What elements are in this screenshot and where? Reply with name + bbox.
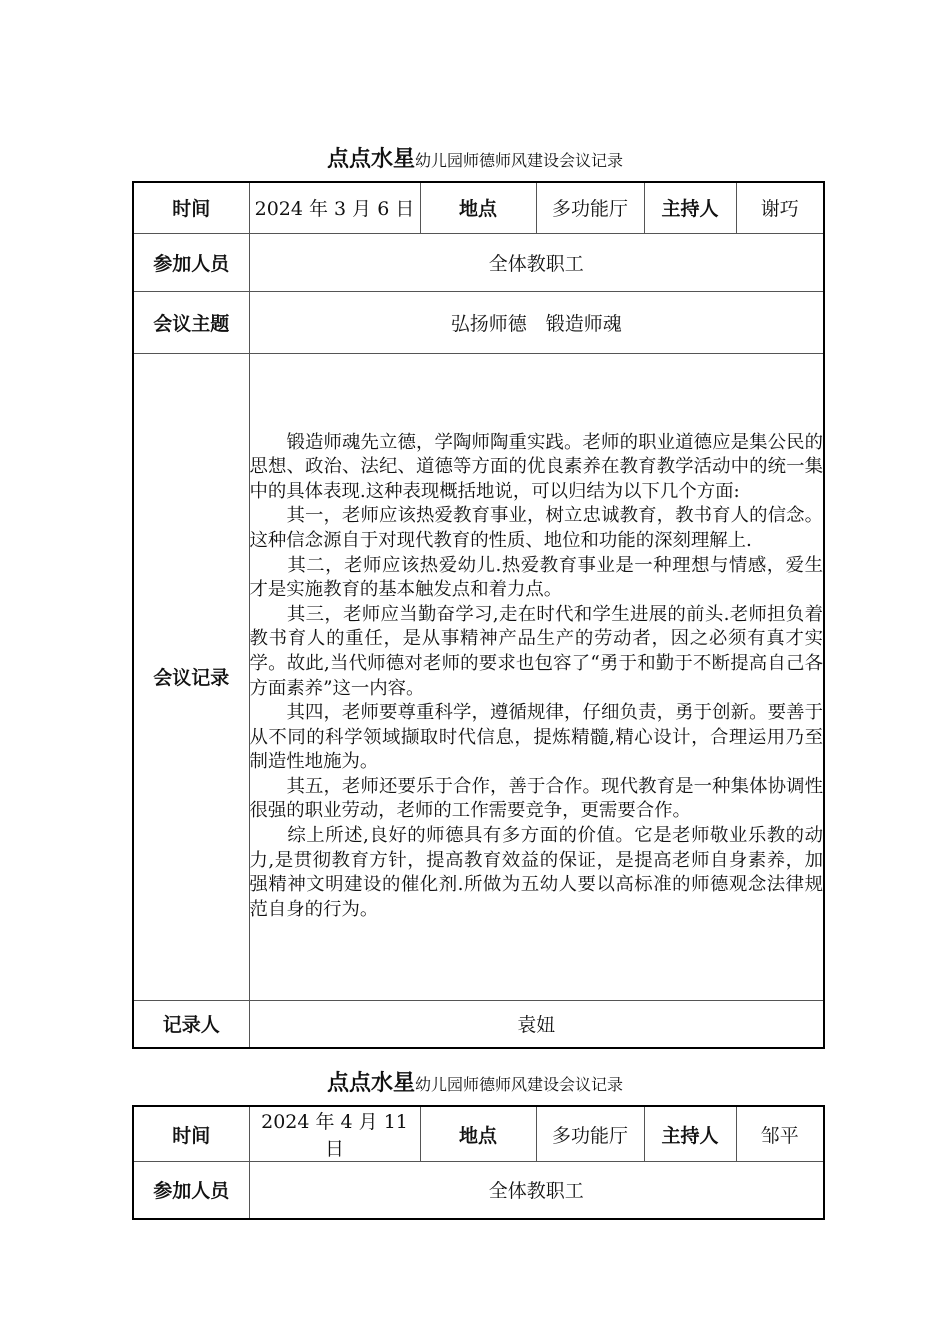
brand-name: 点点水星 [326, 1071, 415, 1096]
place-label: 地点 [420, 182, 536, 233]
minutes-content [249, 353, 824, 1000]
minutes-paragraph: 其一，老师应该热爱教育事业，树立忠诚教育，教书育人的信念。这种信念源自于对现代教育的性质、地位和功能的深刻理解上. [249, 505, 823, 551]
host-label: 主持人 [644, 1106, 736, 1162]
host-label: 主持人 [644, 182, 736, 233]
topic-value: 弘扬师德 锻造师魂 [249, 291, 824, 353]
recorder-value: 袁妞 [249, 1000, 824, 1048]
attendees-label: 参加人员 [133, 1162, 249, 1219]
recorder-label: 记录人 [133, 1000, 249, 1048]
place-value: 多功能厅 [536, 182, 644, 233]
attendees-value: 全体教职工 [249, 233, 824, 291]
topic-label: 会议主题 [133, 291, 249, 353]
minutes-label: 会议记录 [133, 353, 249, 1000]
time-value: 2024 年 3 月 6 日 [249, 182, 420, 233]
minutes-paragraph: 其三，老师应当勤奋学习,走在时代和学生进展的前头.老师担负着教书育人的重任，是从事精神产品生产的劳动者，因之必须有真才实学。故此,当代师德对老师的要求也包容了“勇于和勤于不断提高自己各方面素养”这一内容。 [249, 603, 823, 699]
host-value: 邹平 [736, 1106, 824, 1162]
time-label: 时间 [133, 1106, 249, 1162]
meeting-record-table [132, 1105, 825, 1220]
time-label: 时间 [133, 182, 249, 233]
minutes-paragraph: 其五，老师还要乐于合作，善于合作。现代教育是一种集体协调性很强的职业劳动，老师的工作需要竞争，更需要合作。 [249, 775, 823, 822]
brand-name: 点点水星 [326, 147, 415, 172]
minutes-paragraph: 综上所述,良好的师德具有多方面的价值。它是老师敬业乐教的动力,是贯彻教育方针，提高教育效益的保证，是提高老师自身素养，加强精神文明建设的催化剂.所做为五幼人要以高标准的师德观念法律规范自身的行为。 [249, 825, 823, 920]
title-suffix: 幼儿园师德师风建设会议记录 [415, 1075, 624, 1094]
attendees-value: 全体教职工 [249, 1162, 824, 1219]
minutes-paragraph: 锻造师魂先立德，学陶师陶重实践。老师的职业道德应是集公民的思想、政治、法纪、道德等方面的优良素养在教育教学活动中的统一集中的具体表现.这种表现概括地说，可以归结为以下几个方面: [249, 431, 823, 502]
title-suffix: 幼儿园师德师风建设会议记录 [415, 151, 624, 170]
attendees-label: 参加人员 [133, 233, 249, 291]
place-value: 多功能厅 [536, 1106, 644, 1162]
record-title [0, 142, 950, 173]
time-value: 2024 年 4 月 11 日 [249, 1106, 420, 1162]
meeting-record-table [132, 181, 825, 1049]
minutes-paragraph: 其四，老师要尊重科学，遵循规律，仔细负责，勇于创新。要善于从不同的科学领域撷取时代信息，提炼精髓,精心设计，合理运用乃至制造性地施为。 [249, 702, 823, 773]
place-label: 地点 [420, 1106, 536, 1162]
minutes-paragraph: 其二，老师应该热爱幼儿.热爱教育事业是一种理想与情感，爱生才是实施教育的基本触发点和着力点。 [249, 554, 823, 601]
host-value: 谢巧 [736, 182, 824, 233]
record-title [0, 1066, 950, 1097]
